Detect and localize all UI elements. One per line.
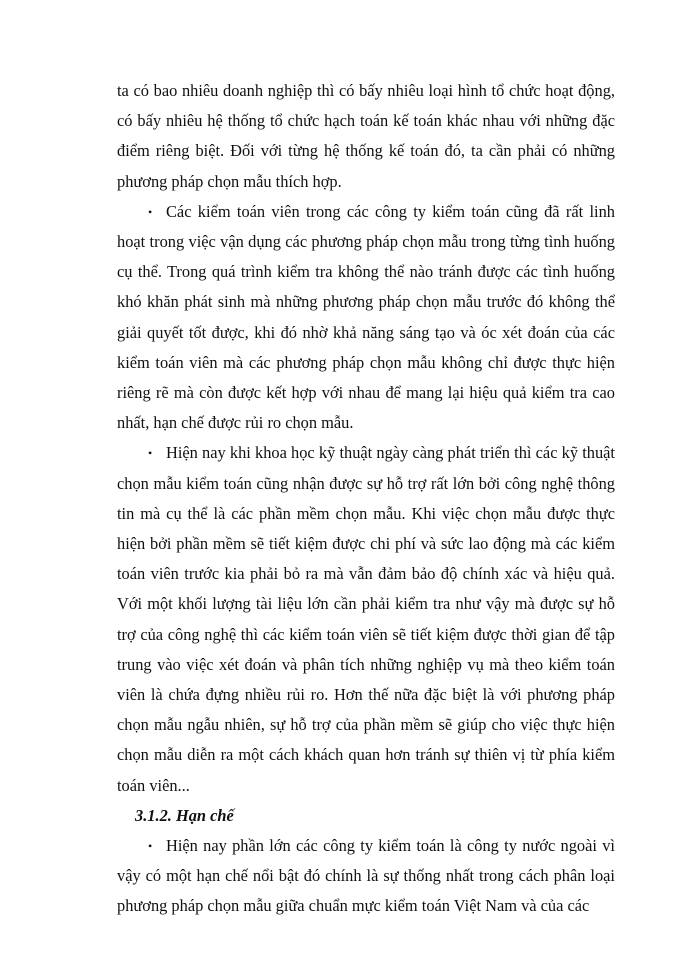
document-page xyxy=(117,76,615,922)
bullet-icon: • xyxy=(148,204,153,219)
bullet-paragraph-flexibility xyxy=(117,197,615,439)
bullet-icon: • xyxy=(148,839,153,854)
bullet-paragraph-technology xyxy=(117,438,615,800)
bullet-paragraph-text: Các kiểm toán viên trong các công ty kiểm toán cũng đã rất linh hoạt trong việc vận dụng các phương pháp chọn mẫu trong từng tình huống cụ thể. Trong quá trình kiểm tra không thể nào tránh được các tình huống khó khăn phát sinh mà những phương pháp chọn mẫu trước đó không thể giải quyết tốt được, khi đó nhờ khả năng sáng tạo và óc xét đoán của các kiểm toán viên mà các phương pháp chọn mẫu không chỉ được thực hiện riêng rẽ mà còn được kết hợp với nhau để mang lại hiệu quả kiểm tra cao nhất, hạn chế được rủi ro chọn mẫu. xyxy=(117,201,615,433)
bullet-paragraph-text: Hiện nay phần lớn các công ty kiểm toán là công ty nước ngoài vì vậy có một hạn chế nổi bật đó chính là sự thống nhất trong cách phân loại phương pháp chọn mẫu giữa chuẩn mực kiểm toán Việt Nam và của các xyxy=(117,836,615,916)
bullet-paragraph-text: Hiện nay khi khoa học kỹ thuật ngày càng phát triển thì các kỹ thuật chọn mẫu kiểm toán cũng nhận được sự hỗ trợ rất lớn bởi công nghệ thông tin mà cụ thể là các phần mềm chọn mẫu. Khi việc chọn mẫu được thực hiện bởi phần mềm sẽ tiết kiệm được chi phí và sức lao động mà các kiểm toán viên trước kia phải bỏ ra mà vẫn đảm bảo độ chính xác và hiệu quả. Với một khối lượng tài liệu lớn cần phải kiểm tra như vậy mà được sự hỗ trợ của công nghệ thì các kiểm toán viên sẽ tiết kiệm được thời gian để tập trung vào việc xét đoán và phân tích những nghiệp vụ mà theo kiểm toán viên là chứa đựng nhiều rủi ro. Hơn thế nữa đặc biệt là với phương pháp chọn mẫu ngẫu nhiên, sự hỗ trợ của phần mềm sẽ giúp cho việc thực hiện chọn mẫu diễn ra một cách khách quan hơn tránh sự thiên vị từ phía kiểm toán viên... xyxy=(117,443,615,795)
section-heading: 3.1.2. Hạn chế xyxy=(135,805,234,825)
bullet-paragraph-limitation xyxy=(117,831,615,922)
paragraph-intro: ta có bao nhiêu doanh nghiệp thì có bấy nhiêu loại hình tổ chức hoạt động, có bấy nhiêu hệ thống tổ chức hạch toán kế toán khác nhau với những đặc điểm riêng biệt. Đối với từng hệ thống kế toán đó, ta cần phải có những phương pháp chọn mẫu thích hợp. xyxy=(117,81,615,191)
bullet-icon: • xyxy=(148,446,153,461)
